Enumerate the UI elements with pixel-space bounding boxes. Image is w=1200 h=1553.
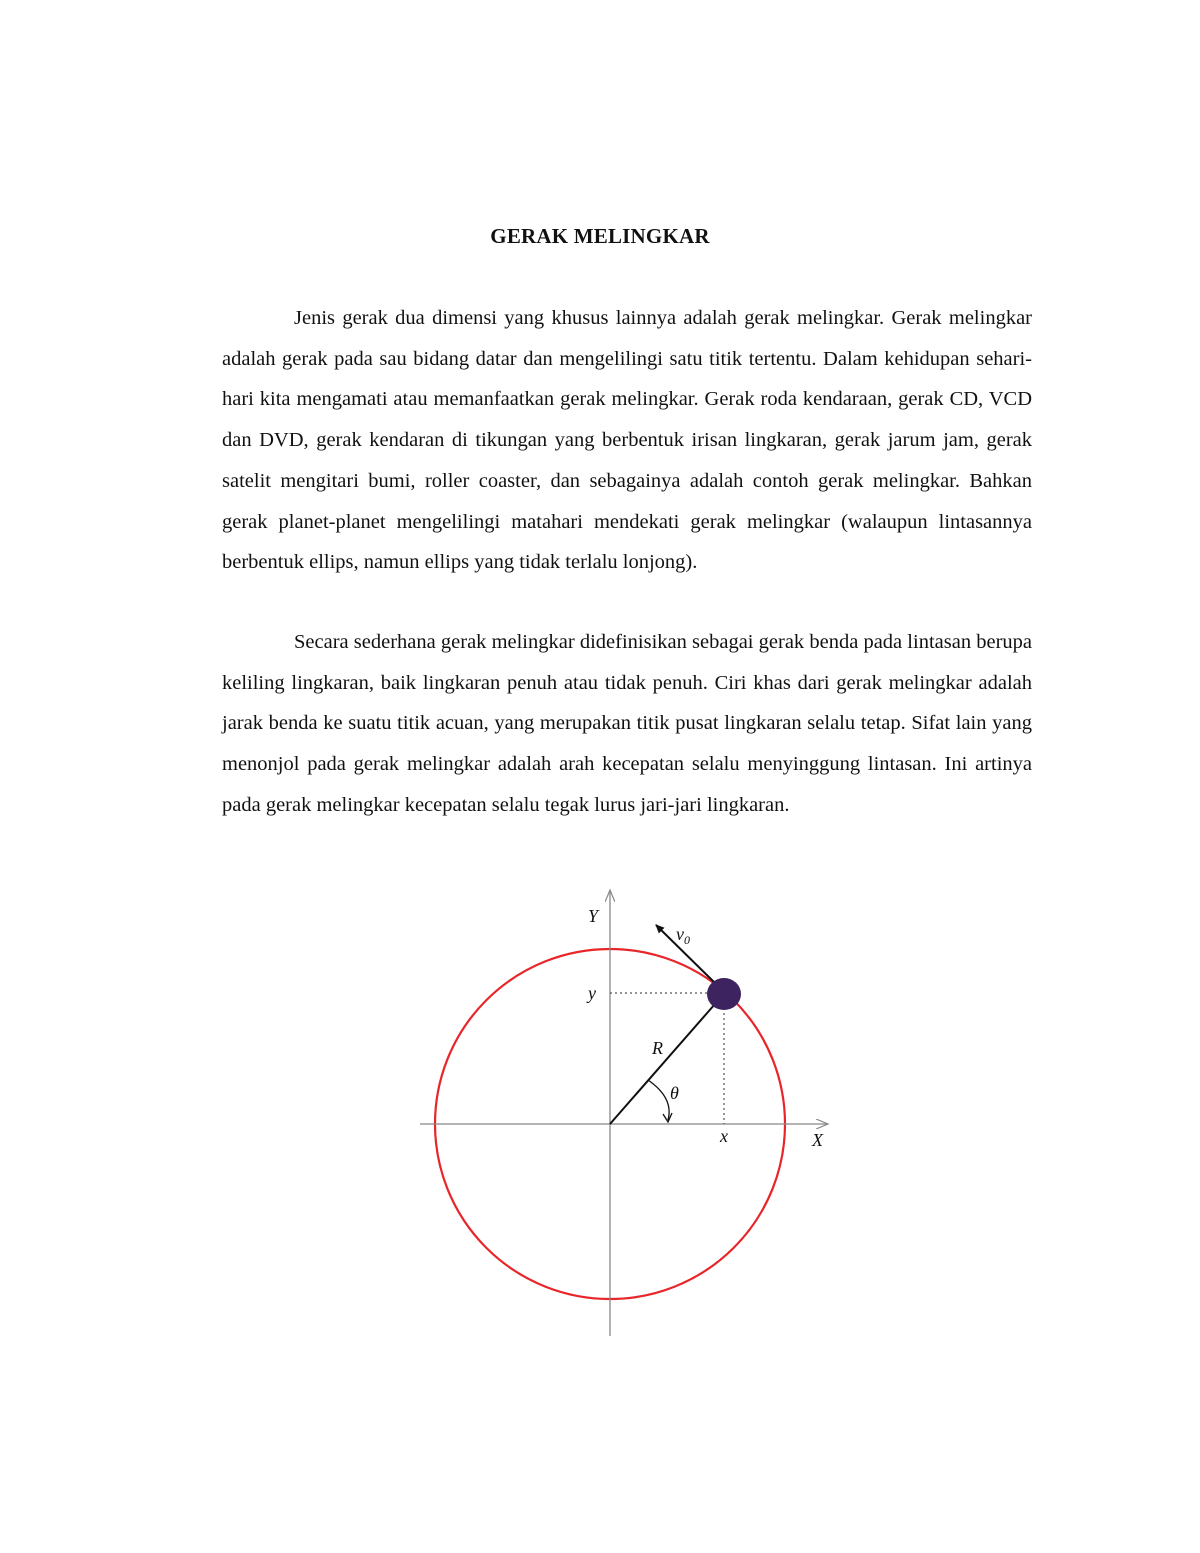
angle-arc [648, 1080, 669, 1120]
y-axis-label: Y [588, 906, 599, 926]
paragraph-2-container [222, 622, 1032, 826]
y-projection-label: y [588, 983, 596, 1003]
paragraph-1: Jenis gerak dua dimensi yang khusus lainnya adalah gerak melingkar. Gerak melingkar adalah gerak pada sau bidang datar dan mengelilingi satu titik tertentu. Dalam kehidupan sehari-hari kita mengamati atau memanfaatkan gerak melingkar. Gerak roda kendaraan, gerak CD, VCD dan DVD, gerak kendaran di tikungan yang berbentuk irisan lingkaran, gerak jarum jam, gerak satelit mengitari bumi, roller coaster, dan sebagainya adalah contoh gerak melingkar. Bahkan gerak planet-planet mengelilingi matahari mendekati gerak melingkar (walaupun lintasannya berbentuk ellips, namun ellips yang tidak terlalu lonjong). [222, 307, 1032, 574]
particle [707, 978, 741, 1010]
circular-motion-diagram [400, 880, 840, 1340]
radius-label: R [652, 1038, 663, 1058]
paragraph-2: Secara sederhana gerak melingkar didefinisikan sebagai gerak benda pada lintasan berupa keliling lingkaran, baik lingkaran penuh atau tidak penuh. Ciri khas dari gerak melingkar adalah jarak benda ke suatu titik acuan, yang merupakan titik pusat lingkaran selalu tetap. Sifat lain yang menonjol pada gerak melingkar adalah arah kecepatan selalu menyinggung lintasan. Ini artinya pada gerak melingkar kecepatan selalu tegak lurus jari-jari lingkaran. [222, 631, 1032, 816]
velocity-label [676, 924, 690, 947]
x-axis-label: X [812, 1130, 823, 1150]
diagram-svg [400, 880, 840, 1340]
velocity-symbol: v [676, 924, 684, 944]
x-projection-label: x [720, 1126, 728, 1146]
paragraph-1-container [222, 298, 1032, 583]
document-title: GERAK MELINGKAR [490, 224, 710, 248]
angle-label: θ [670, 1083, 679, 1103]
angle-arc-arrowhead [663, 1113, 672, 1122]
velocity-subscript: 0 [684, 933, 690, 947]
radius-vector [610, 996, 722, 1124]
